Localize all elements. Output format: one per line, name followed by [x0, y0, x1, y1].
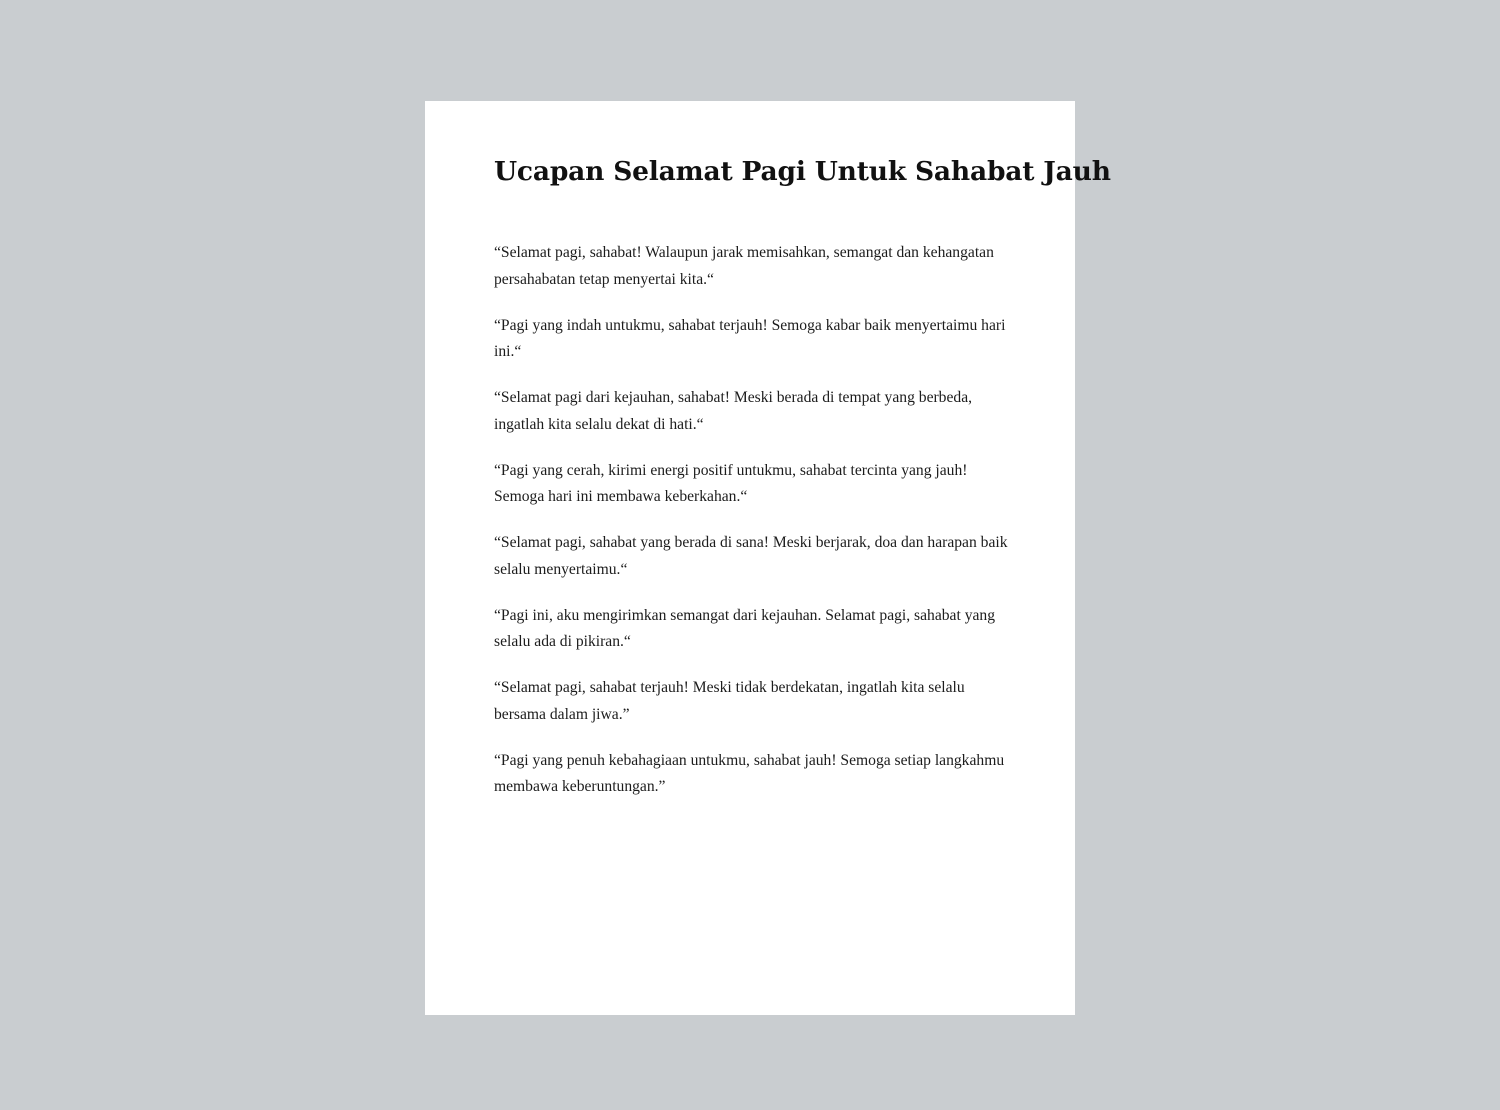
quote-paragraph: “Pagi yang indah untukmu, sahabat terjauh! Semoga kabar baik menyertaimu hari ini.“	[494, 316, 1006, 360]
quote-paragraph: “Selamat pagi dari kejauhan, sahabat! Meski berada di tempat yang berbeda, ingatlah kita selalu dekat di hati.“	[494, 389, 973, 433]
quote-paragraph: “Pagi yang cerah, kirimi energi positif untukmu, sahabat tercinta yang jauh! Semoga hari ini membawa keberkahan.“	[494, 461, 968, 505]
document-page	[425, 101, 1111, 1015]
quote-paragraph: “Selamat pagi, sahabat! Walaupun jarak memisahkan, semangat dan kehangatan persahabatan tetap menyertai kita.“	[494, 244, 994, 288]
quote-paragraph: “Selamat pagi, sahabat yang berada di sana! Meski berjarak, doa dan harapan baik selalu menyertaimu.“	[494, 534, 1008, 578]
document-title: Ucapan Selamat Pagi Untuk Sahabat Jauh	[494, 156, 1111, 187]
quote-paragraph: “Pagi ini, aku mengirimkan semangat dari kejauhan. Selamat pagi, sahabat yang selalu ada di pikiran.“	[494, 606, 996, 650]
quote-paragraph: “Selamat pagi, sahabat terjauh! Meski tidak berdekatan, ingatlah kita selalu bersama dalam jiwa.”	[494, 679, 965, 723]
quote-paragraph: “Pagi yang penuh kebahagiaan untukmu, sahabat jauh! Semoga setiap langkahmu membawa keberuntungan.”	[494, 751, 1005, 795]
